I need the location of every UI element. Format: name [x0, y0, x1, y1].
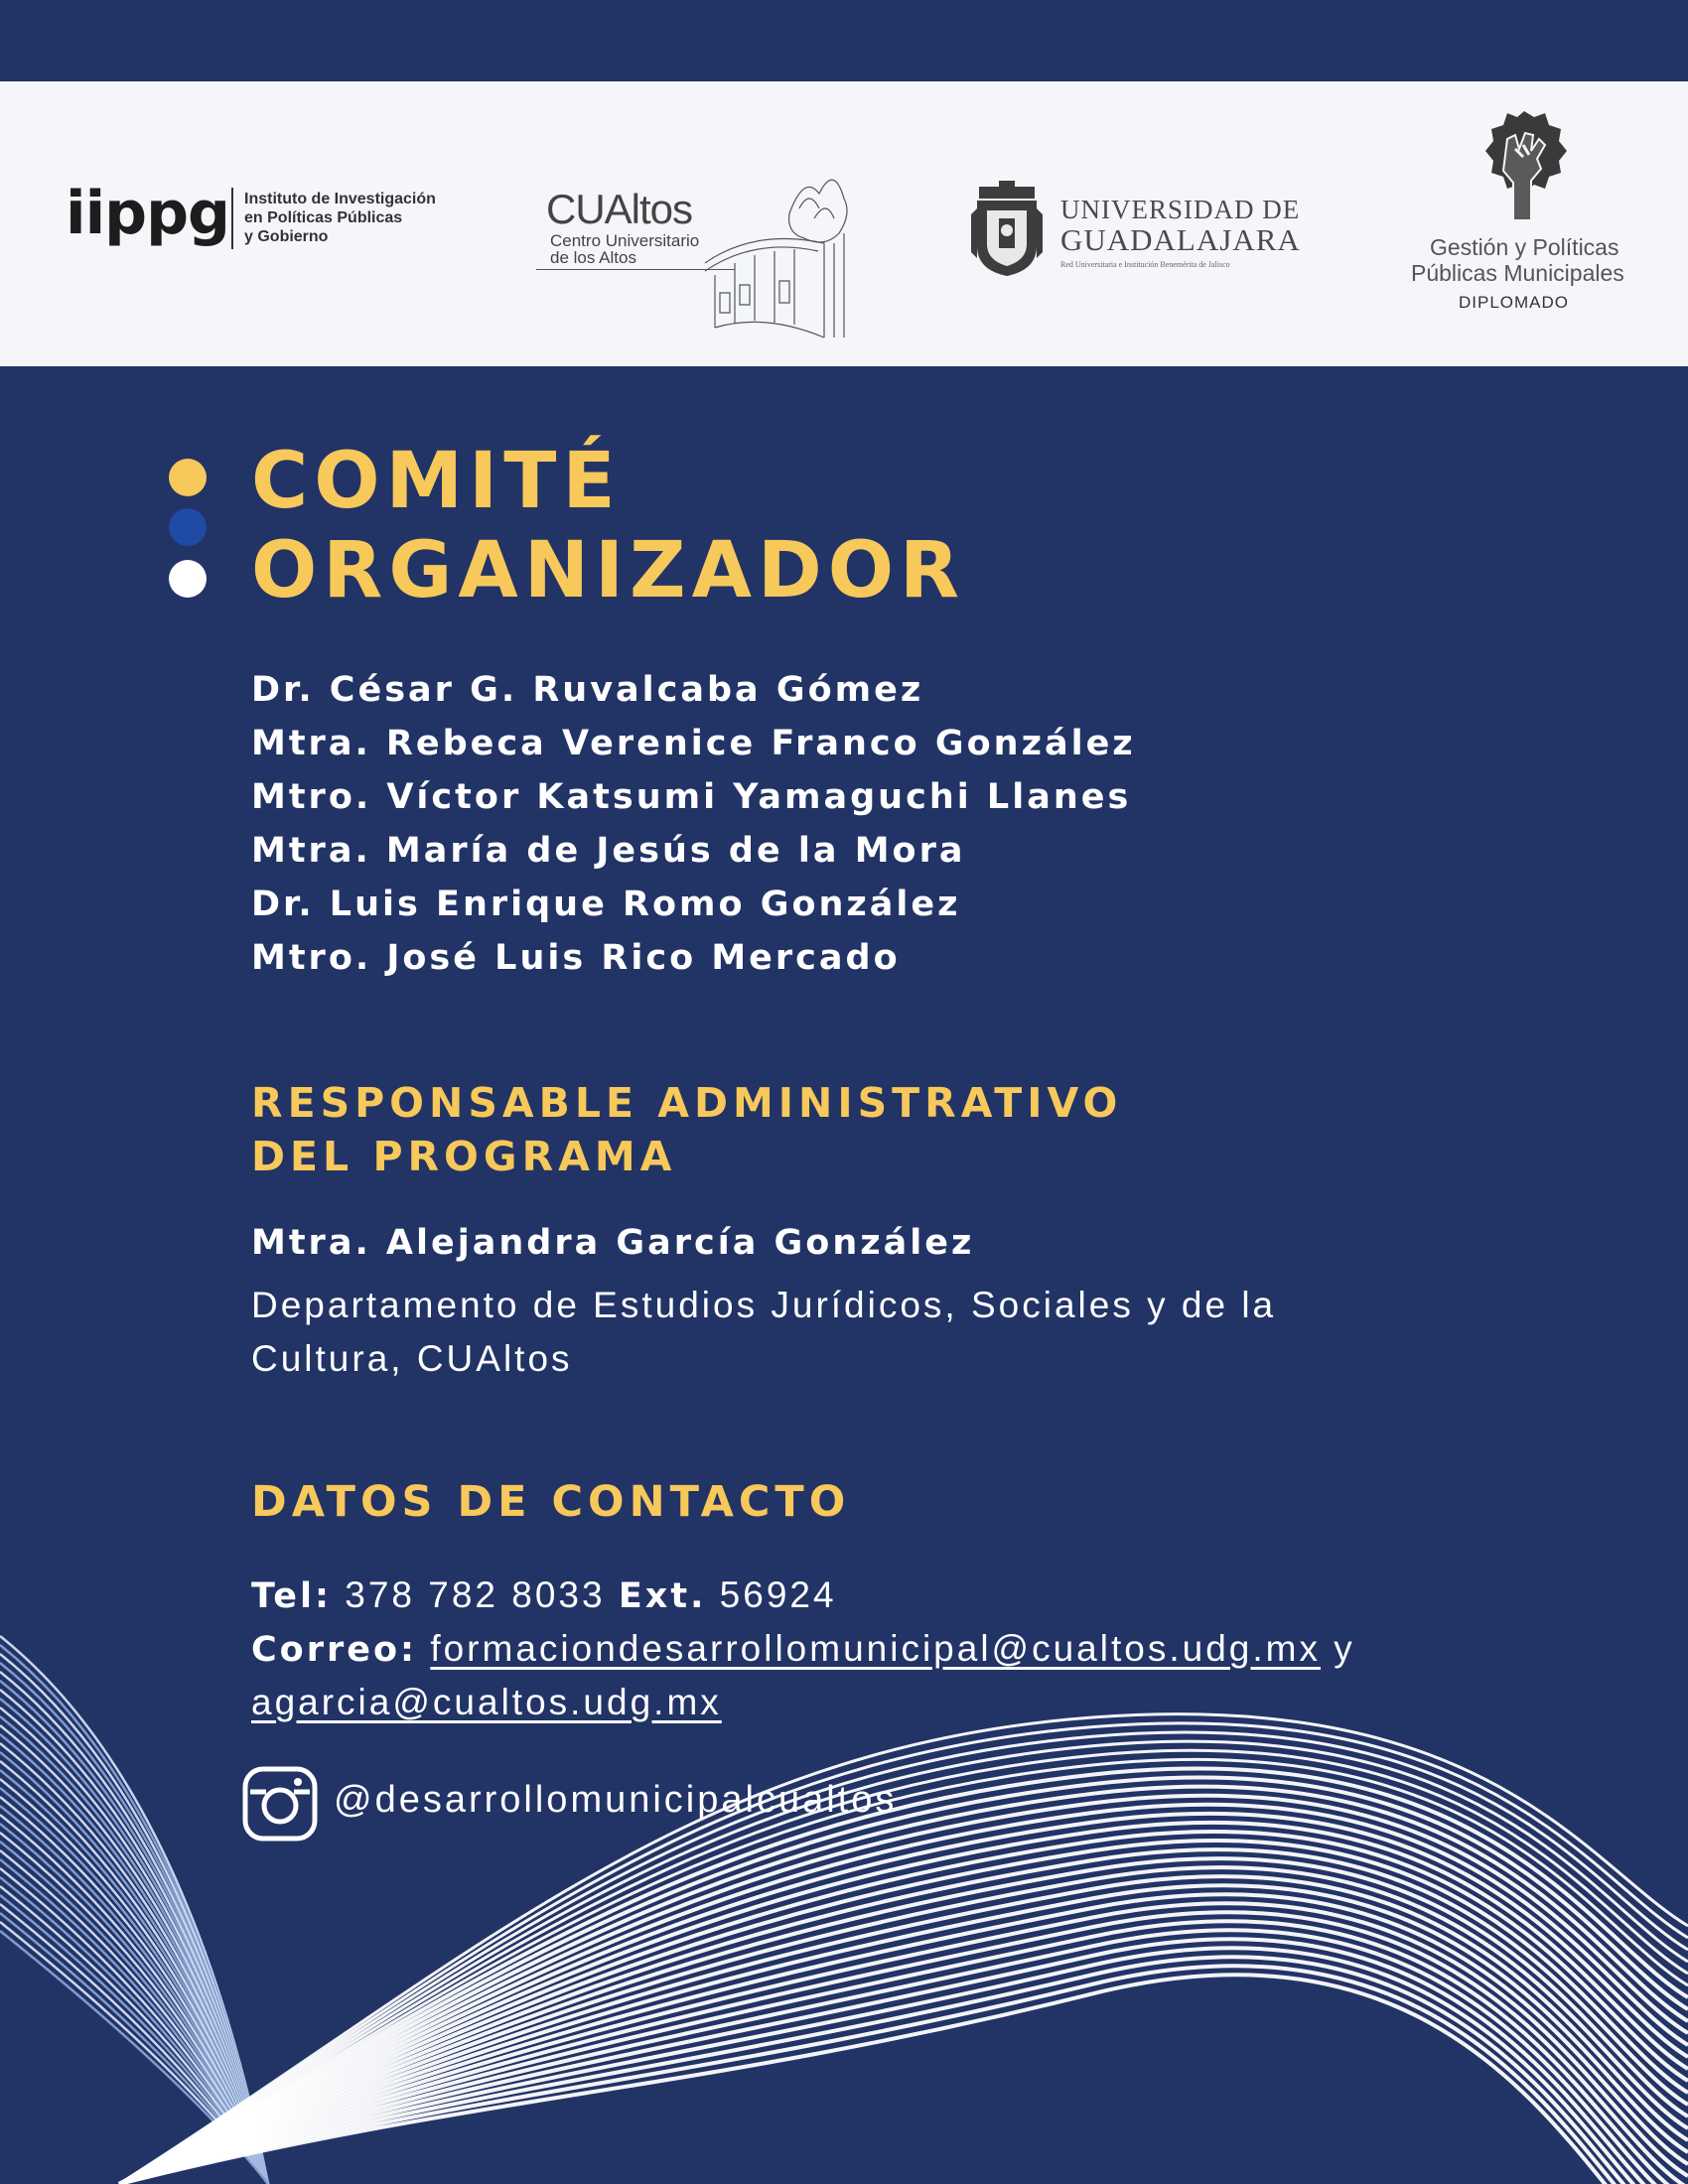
bullet-dot-yellow: [169, 459, 207, 496]
ext-label: Ext.: [618, 1576, 707, 1616]
udg-name-line2: GUADALAJARA: [1060, 222, 1301, 257]
diplomado-title-line1: Gestión y Políticas: [1430, 234, 1619, 260]
ext-number: 56924: [719, 1574, 837, 1615]
committee-member: Mtra. Rebeca Verenice Franco González: [251, 724, 1136, 763]
iippg-wordmark: iippg: [66, 179, 229, 248]
committee-members-list: [251, 663, 1136, 985]
cualtos-line: Centro Universitario: [550, 231, 700, 250]
diplomado-title-line2: Públicas Municipales: [1411, 260, 1624, 286]
instagram-handle[interactable]: @desarrollomunicipalcualtos: [334, 1779, 898, 1821]
committee-title-line1: COMITÉ: [251, 437, 622, 526]
admin-name: Mtra. Alejandra García González: [251, 1223, 975, 1263]
cualtos-logo: [536, 154, 864, 342]
email-link-primary[interactable]: formaciondesarrollomunicipal@cualtos.udg.mx: [430, 1628, 1321, 1669]
committee-member: Mtra. María de Jesús de la Mora: [251, 831, 966, 871]
committee-member: Mtro. José Luis Rico Mercado: [251, 938, 901, 978]
email-link-secondary[interactable]: agarcia@cualtos.udg.mx: [251, 1682, 722, 1722]
diplomado-logo: [1395, 109, 1663, 328]
udg-crest-icon: [969, 179, 1045, 278]
admin-title-line1: RESPONSABLE ADMINISTRATIVO: [251, 1079, 1123, 1127]
iippg-divider: [231, 188, 233, 249]
committee-title-line2: ORGANIZADOR: [251, 526, 966, 615]
contact-title: DATOS DE CONTACTO: [251, 1477, 851, 1527]
bullet-dot-white: [169, 560, 207, 598]
top-band: [0, 0, 1688, 81]
iippg-description: [244, 190, 473, 246]
committee-member: Dr. Luis Enrique Romo González: [251, 885, 961, 924]
cualtos-subtitle: [550, 232, 699, 266]
contact-phone-line: [251, 1574, 837, 1616]
iippg-line: en Políticas Públicas: [244, 209, 403, 226]
cualtos-line: de los Altos: [550, 248, 636, 267]
iippg-line: Instituto de Investigación: [244, 191, 436, 207]
admin-department: [251, 1279, 1276, 1386]
decorative-waves: [0, 1628, 1688, 2184]
admin-department-line: Departamento de Estudios Jurídicos, Sociales y de la: [251, 1285, 1277, 1325]
admin-department-line: Cultura, CUAltos: [251, 1338, 573, 1379]
wave-line: [119, 1858, 1688, 2184]
udg-name-line1: UNIVERSIDAD DE: [1060, 195, 1301, 224]
building-sketch-icon: [695, 154, 864, 342]
tel-label: Tel:: [251, 1576, 332, 1616]
tel-number: 378 782 8033: [345, 1574, 606, 1615]
admin-title-line2: DEL PROGRAMA: [251, 1133, 677, 1180]
iippg-line: y Gobierno: [244, 228, 329, 245]
committee-member: Mtro. Víctor Katsumi Yamaguchi Llanes: [251, 777, 1132, 817]
email-label: Correo:: [251, 1630, 418, 1670]
gear-fist-icon: [1479, 109, 1569, 223]
udg-tagline: Red Universitaria e Institución Benemérita de Jalisco: [1060, 260, 1230, 269]
committee-member: Dr. César G. Ruvalcaba Gómez: [251, 670, 924, 710]
email-conjunction: y: [1334, 1628, 1355, 1669]
bullet-dot-blue: [169, 508, 207, 546]
udg-logo: [969, 179, 1307, 278]
diplomado-label: DIPLOMADO: [1459, 293, 1570, 312]
cualtos-wordmark: CUAltos: [546, 186, 693, 232]
